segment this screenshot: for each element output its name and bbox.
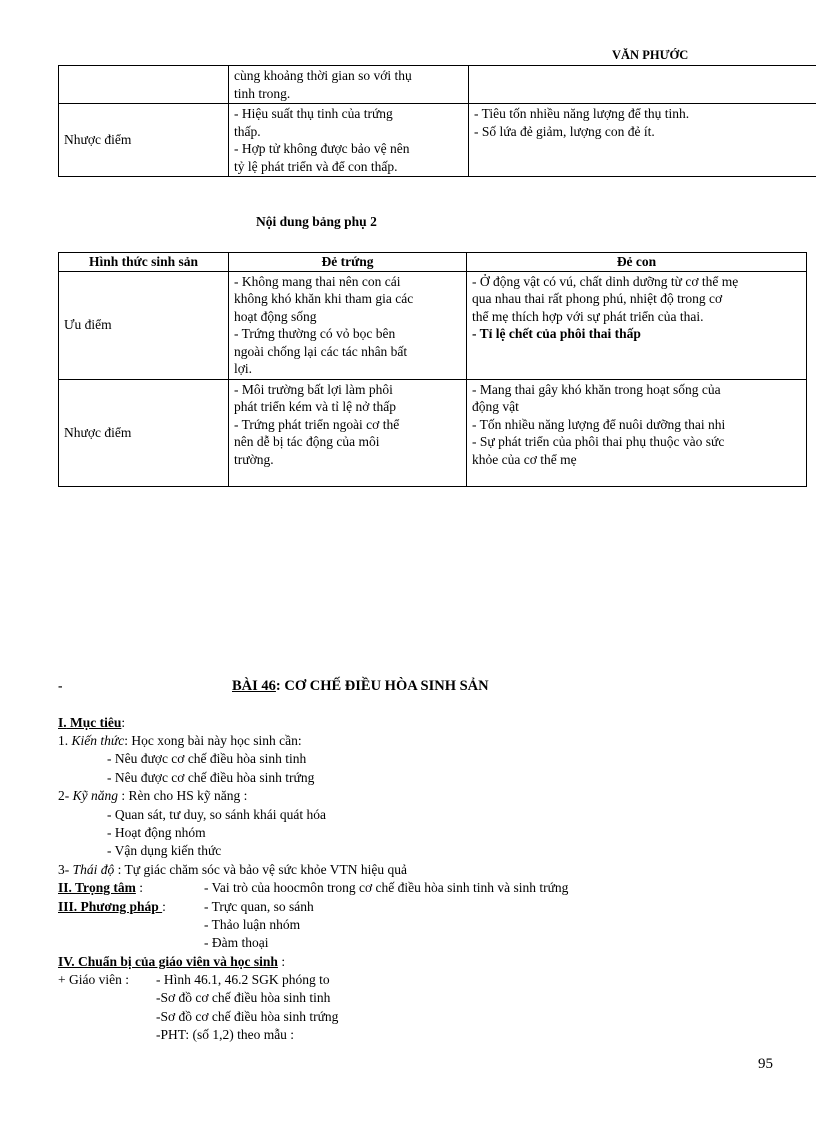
list-item: -Sơ đồ cơ chế điều hòa sinh trứng bbox=[156, 1009, 339, 1024]
list-item: -Sơ đồ cơ chế điều hòa sinh tinh bbox=[156, 990, 331, 1005]
cell-line: - Sự phát triển của phôi thai phụ thuộc vào sức bbox=[472, 434, 725, 449]
cell-line: tỷ lệ phát triển và để con thấp. bbox=[234, 158, 398, 174]
skills-text: : Rèn cho HS kỹ năng : bbox=[118, 788, 248, 803]
cell-line: nên dễ bị tác động của môi bbox=[234, 434, 380, 449]
table-row bbox=[59, 66, 816, 104]
table-row bbox=[59, 379, 807, 487]
cell-line: - Ở động vật có vú, chất dinh dưỡng từ cơ thể mẹ bbox=[472, 273, 739, 289]
cell-line: - Trứng phát triển ngoài cơ thể bbox=[234, 416, 400, 432]
table-row bbox=[59, 104, 816, 177]
knowledge-label: Kiến thức bbox=[71, 733, 125, 748]
lesson-number: BÀI 46 bbox=[232, 678, 276, 694]
table-cell bbox=[59, 66, 229, 104]
cell-line: thấp. bbox=[234, 123, 261, 139]
list-item: - Trực quan, so sánh bbox=[204, 899, 314, 914]
cell-line: - Hợp tử không được bảo vệ nên bbox=[234, 141, 410, 156]
cell-line: - Môi trường bất lợi làm phôi bbox=[234, 381, 393, 397]
column-header: Đẻ con bbox=[467, 253, 807, 272]
list-item: -PHT: (số 1,2) theo mẫu : bbox=[156, 1027, 295, 1042]
methods-colon: : bbox=[162, 899, 166, 914]
cell-line: động vật bbox=[472, 399, 519, 414]
cell-line: ngoài chống lại các tác nhân bất bbox=[234, 343, 408, 359]
objectives-heading bbox=[58, 715, 125, 731]
num: 3- bbox=[58, 862, 73, 877]
skills-label: Kỹ năng bbox=[72, 788, 118, 803]
teacher-label: + Giáo viên : bbox=[58, 972, 129, 987]
cell-line: - Không mang thai nên con cái bbox=[234, 273, 401, 289]
cell-line: thể mẹ thích hợp với sự phát triển của thai. bbox=[472, 308, 704, 324]
list-item: - Đàm thoại bbox=[204, 935, 269, 950]
lesson-title bbox=[232, 678, 489, 695]
cell-line: qua nhau thai rất phong phú, nhiệt độ trong cơ bbox=[472, 291, 723, 306]
cell-line: - Trứng thường có vỏ bọc bên bbox=[234, 326, 396, 341]
focus-colon: : bbox=[135, 880, 144, 895]
cell-line: lợi. bbox=[234, 361, 253, 376]
list-item: - Hoạt động nhóm bbox=[107, 825, 206, 840]
knowledge-text: : Học xong bài này học sinh cần: bbox=[124, 733, 302, 748]
cell-line: phát triển kém và tỉ lệ nở thấp bbox=[234, 399, 396, 414]
cell-line: - Mang thai gây khó khăn trong hoạt sống của bbox=[472, 381, 721, 397]
list-item: - Hình 46.1, 46.2 SGK phóng to bbox=[156, 972, 330, 987]
cell-line: hoạt động sống bbox=[234, 308, 317, 324]
table-header-row bbox=[59, 253, 807, 272]
num: 1. bbox=[58, 733, 72, 748]
comparison-table-2 bbox=[58, 252, 807, 487]
objectives-colon: : bbox=[121, 715, 126, 730]
knowledge-line bbox=[58, 733, 302, 749]
methods-label-line bbox=[58, 899, 166, 915]
cell-line: tinh trong. bbox=[234, 85, 291, 101]
list-item: - Nêu được cơ chế điều hòa sinh trứng bbox=[107, 770, 315, 785]
table-cell bbox=[469, 66, 816, 104]
methods-label: III. Phương pháp bbox=[58, 899, 163, 914]
cell-line: không khó khăn khi tham gia các bbox=[234, 291, 414, 306]
section-title: Nội dung bảng phụ 2 bbox=[256, 214, 377, 229]
cell-line: - Hiệu suất thụ tinh của trứng bbox=[234, 106, 393, 121]
focus-label-line bbox=[58, 880, 143, 896]
table-cell bbox=[229, 379, 467, 487]
objectives-num: I. bbox=[58, 715, 67, 730]
prep-label-line bbox=[58, 954, 285, 970]
table-row bbox=[59, 271, 807, 379]
objectives-label: Mục tiêu bbox=[66, 715, 122, 730]
cell-line: cùng khoảng thời gian so với thụ bbox=[234, 68, 412, 83]
cell-line: - Tốn nhiều năng lượng để nuôi dưỡng thai nhi bbox=[472, 416, 726, 432]
cell-line-bold: - Tỉ lệ chết của phôi thai thấp bbox=[472, 326, 641, 341]
lesson-title-text: : CƠ CHẾ ĐIỀU HÒA SINH SẢN bbox=[275, 678, 489, 694]
table-cell bbox=[229, 66, 469, 104]
cell-line: khỏe của cơ thể mẹ bbox=[472, 451, 577, 467]
attitude-label: Thái độ bbox=[72, 862, 115, 877]
table-cell bbox=[467, 271, 807, 379]
row-label-disadvantage: Nhược điểm bbox=[59, 379, 229, 487]
list-item: - Nêu được cơ chế điều hòa sinh tinh bbox=[107, 751, 307, 766]
comparison-table-1 bbox=[58, 65, 816, 177]
column-header: Đẻ trứng bbox=[229, 253, 467, 272]
cell-line: trường. bbox=[234, 451, 274, 467]
focus-label: II. Trọng tâm bbox=[58, 880, 136, 895]
table-cell bbox=[229, 104, 469, 177]
attitude-text: : Tự giác chăm sóc và bảo vệ sức khỏe VTN hiệu quả bbox=[114, 862, 407, 877]
attitude-line bbox=[58, 862, 407, 878]
skills-line bbox=[58, 788, 247, 804]
column-header: Hình thức sinh sản bbox=[59, 253, 229, 272]
cell-line: - Số lứa đẻ giảm, lượng con đẻ ít. bbox=[474, 123, 655, 139]
table-cell bbox=[229, 271, 467, 379]
num: 2- bbox=[58, 788, 73, 803]
table-cell bbox=[467, 379, 807, 487]
list-item: - Quan sát, tư duy, so sánh khái quát hóa bbox=[107, 807, 327, 822]
prep-colon: : bbox=[277, 954, 286, 969]
cell-line: - Tiêu tốn nhiều năng lượng để thụ tinh. bbox=[474, 106, 690, 121]
prep-label: IV. Chuẩn bị của giáo viên và học sinh bbox=[58, 954, 278, 969]
page-header-author: VĂN PHƯỚC bbox=[612, 48, 689, 62]
list-item: - Vận dụng kiến thức bbox=[107, 843, 222, 858]
page-number: 95 bbox=[758, 1056, 773, 1072]
list-item: - Thảo luận nhóm bbox=[204, 917, 301, 932]
row-label-disadvantage: Nhược điểm bbox=[59, 104, 229, 177]
row-label-advantage: Ưu điểm bbox=[59, 271, 229, 379]
table-cell bbox=[469, 104, 816, 177]
stray-dash: - bbox=[58, 678, 63, 693]
focus-text: - Vai trò của hoocmôn trong cơ chế điều hòa sinh tinh và sinh trứng bbox=[204, 880, 569, 895]
